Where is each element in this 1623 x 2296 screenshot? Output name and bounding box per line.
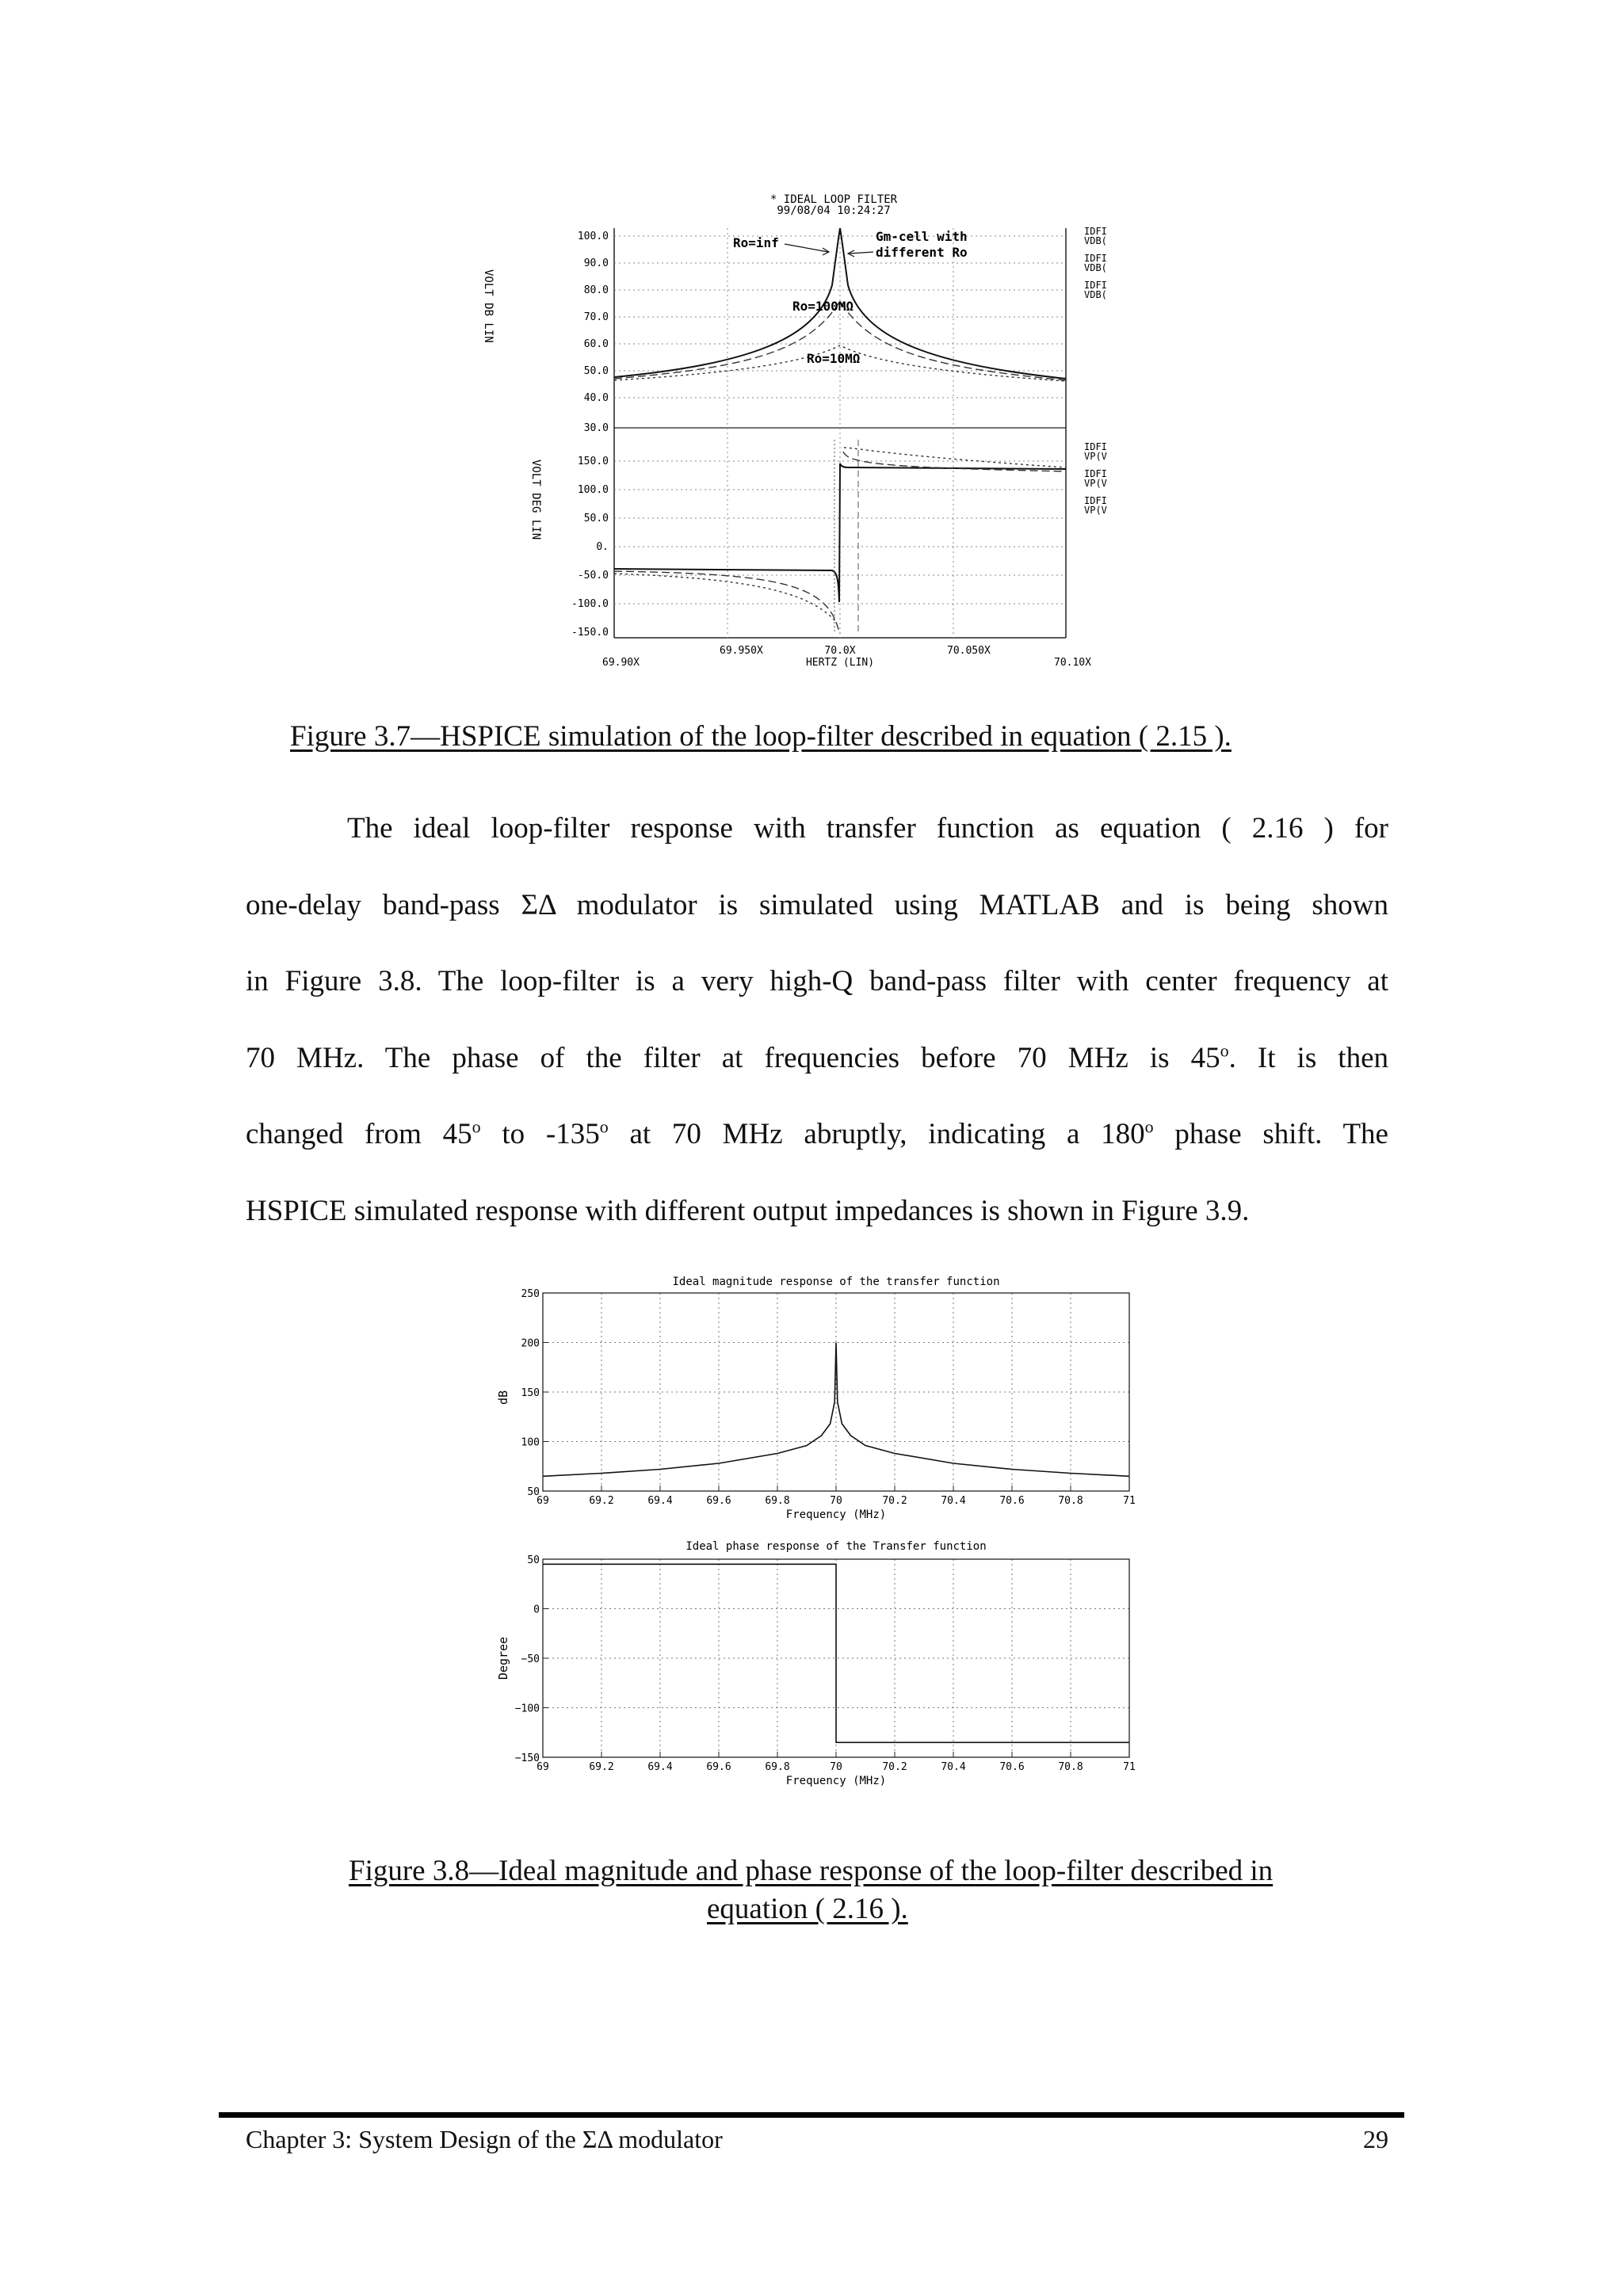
hspice-ytick: 100.0: [577, 484, 609, 496]
hspice-figure: [482, 190, 1125, 681]
y-tick-label: 50: [527, 1554, 540, 1566]
legend-top-1: VDB(: [1084, 235, 1107, 246]
legend-bottom-4: IDFI: [1084, 495, 1107, 506]
x-tick-label: 70.4: [941, 1495, 966, 1507]
y-tick-label: 200: [521, 1337, 540, 1350]
annotation-ro-10m: Ro=10MΩ: [807, 351, 861, 366]
annotation-gm-cell-2: different Ro: [876, 245, 968, 260]
y-tick-label: −150: [514, 1753, 540, 1764]
hspice-top-plot: [614, 228, 1066, 428]
figure-3-8-caption-line2: equation ( 2.16 ).: [707, 1893, 908, 1925]
hspice-bottom-ytick-labels: [571, 456, 609, 639]
x-tick-label: 71: [1123, 1495, 1136, 1507]
legend-bottom-1: VP(V: [1084, 451, 1107, 462]
hspice-ytick: 50.0: [583, 513, 609, 524]
paragraph-line: [246, 1097, 1388, 1173]
legend-top-5: VDB(: [1084, 289, 1107, 300]
hspice-top-ylabel: VOLT DB LIN: [482, 269, 495, 343]
hspice-xtick-labels: [602, 645, 1091, 669]
x-tick-label: 70.8: [1058, 1495, 1083, 1507]
x-tick-label: 69.8: [765, 1761, 790, 1773]
body-paragraph: [246, 791, 1388, 1249]
annotation-ro-inf: Ro=inf: [733, 235, 779, 250]
magnitude-ylabel: dB: [496, 1390, 510, 1405]
hspice-ytick: -50.0: [577, 570, 609, 582]
legend-bottom-5: VP(V: [1084, 505, 1107, 516]
y-tick-label: 150: [521, 1387, 540, 1399]
degree-sup: o: [1144, 1116, 1154, 1137]
x-tick-label: 69: [537, 1495, 549, 1507]
magnitude-chart: [496, 1276, 1136, 1521]
hspice-xtick: 69.90X: [602, 657, 640, 669]
page-number: 29: [1363, 2125, 1388, 2153]
legend-top-3: VDB(: [1084, 262, 1107, 273]
hspice-ytick: 60.0: [583, 338, 609, 350]
y-tick-label: 100: [521, 1436, 540, 1449]
phase-title: Ideal phase response of the Transfer function: [685, 1540, 987, 1553]
x-tick-label: 69.8: [765, 1495, 790, 1507]
degree-sup: o: [472, 1116, 481, 1137]
hspice-header-2: 99/08/04 10:24:27: [777, 204, 891, 217]
hspice-bottom-ylabel: VOLT DEG LIN: [529, 460, 542, 540]
x-tick-label: 70.6: [999, 1495, 1025, 1507]
degree-sup: o: [599, 1116, 609, 1137]
legend-bottom-0: IDFI: [1084, 441, 1107, 452]
hspice-ytick: 50.0: [583, 365, 609, 377]
x-tick-label: 70.4: [941, 1761, 966, 1773]
hspice-ytick: 40.0: [583, 392, 609, 404]
hspice-ytick: 30.0: [583, 422, 609, 434]
hspice-ytick: 90.0: [583, 257, 609, 269]
x-tick-label: 71: [1123, 1761, 1136, 1773]
y-tick-label: −100: [514, 1703, 540, 1715]
line5-d: phase shift. The: [1153, 1118, 1388, 1150]
y-tick-label: −50: [521, 1653, 540, 1665]
hspice-xtick: 70.10X: [1054, 657, 1091, 669]
magnitude-title: Ideal magnitude response of the transfer function: [672, 1276, 1000, 1288]
x-tick-label: 70: [830, 1495, 842, 1507]
x-tick-label: 69.2: [589, 1495, 614, 1507]
paragraph-line: HSPICE simulated response with different output impedances is shown in Figure 3.9.: [246, 1194, 1250, 1227]
paragraph-line: in Figure 3.8. The loop-filter is a very high-Q band-pass filter with center frequency at: [246, 965, 1388, 997]
x-tick-label: 70: [830, 1761, 842, 1773]
magnitude-xlabel: Frequency (MHz): [785, 1508, 887, 1521]
x-tick-label: 70.2: [882, 1761, 907, 1773]
paragraph-line: The ideal loop-filter response with transfer function as equation ( 2.16 ) for: [347, 812, 1388, 845]
degree-sup: o: [1220, 1040, 1229, 1061]
hspice-ytick: -100.0: [571, 598, 609, 610]
hspice-bottom-plot: [614, 428, 1066, 638]
phase-series-line: [543, 1564, 1129, 1742]
line4-b: . It is then: [1228, 1041, 1389, 1074]
x-tick-label: 69.2: [589, 1761, 614, 1773]
x-tick-label: 69: [537, 1761, 549, 1773]
x-tick-label: 69.6: [706, 1761, 731, 1773]
line5-a: changed from 45: [246, 1118, 472, 1150]
x-tick-label: 70.8: [1058, 1761, 1083, 1773]
x-tick-label: 69.4: [647, 1761, 673, 1773]
hspice-annotations: [733, 229, 968, 366]
hspice-xlabel: HERTZ (LIN): [805, 657, 875, 669]
legend-top-0: IDFI: [1084, 226, 1107, 237]
matlab-figure: [491, 1266, 1141, 1805]
paragraph-line: one-delay band-pass ΣΔ modulator is simulated using MATLAB and is being shown: [246, 888, 1388, 921]
x-tick-label: 70.2: [882, 1495, 907, 1507]
hspice-xtick: 70.0X: [824, 645, 856, 657]
line4-a: 70 MHz. The phase of the filter at frequencies before 70 MHz is 45: [246, 1041, 1220, 1074]
phase-xlabel: Frequency (MHz): [785, 1775, 887, 1787]
phase-chart: [496, 1540, 1136, 1787]
footer-rule: [219, 2112, 1404, 2118]
hspice-ytick: 0.: [596, 541, 609, 553]
legend-bottom-2: IDFI: [1084, 468, 1107, 479]
legend-bottom-3: VP(V: [1084, 478, 1107, 489]
annotation-ro-100m: Ro=100MΩ: [792, 299, 854, 314]
y-tick-label: 250: [521, 1288, 540, 1300]
annotation-gm-cell-1: Gm-cell with: [876, 229, 968, 244]
phase-ylabel: Degree: [496, 1636, 510, 1680]
footer-chapter: Chapter 3: System Design of the ΣΔ modulator: [246, 2125, 723, 2153]
hspice-ytick: -150.0: [571, 627, 609, 639]
hspice-ytick: 100.0: [577, 231, 609, 242]
hspice-phase-ro-inf: [614, 463, 1066, 602]
x-tick-label: 69.4: [647, 1495, 673, 1507]
y-tick-label: 50: [527, 1486, 540, 1498]
x-tick-label: 69.6: [706, 1495, 731, 1507]
figure-3-8-caption-line1: Figure 3.8—Ideal magnitude and phase response of the loop-filter described in: [349, 1855, 1274, 1887]
figure-3-7-caption: Figure 3.7—HSPICE simulation of the loop-filter described in equation ( 2.15 ).: [290, 720, 1232, 753]
paragraph-line: [246, 1020, 1388, 1097]
hspice-header-1: * IDEAL LOOP FILTER: [769, 193, 898, 206]
hspice-legend: [1084, 226, 1107, 516]
annotation-arrows: [785, 244, 873, 257]
line5-c: at 70 MHz abruptly, indicating a 180: [608, 1118, 1145, 1150]
x-tick-label: 70.6: [999, 1761, 1025, 1773]
line5-b: to -135: [480, 1118, 600, 1150]
hspice-xtick: 70.050X: [947, 645, 991, 657]
hspice-ytick: 80.0: [583, 284, 609, 296]
hspice-xtick: 69.950X: [720, 645, 763, 657]
hspice-top-ytick-labels: [578, 231, 609, 434]
legend-top-4: IDFI: [1084, 280, 1107, 291]
y-tick-label: 0: [533, 1604, 540, 1616]
hspice-ytick: 70.0: [583, 311, 609, 323]
legend-top-2: IDFI: [1084, 253, 1107, 264]
hspice-ytick: 150.0: [577, 456, 609, 467]
